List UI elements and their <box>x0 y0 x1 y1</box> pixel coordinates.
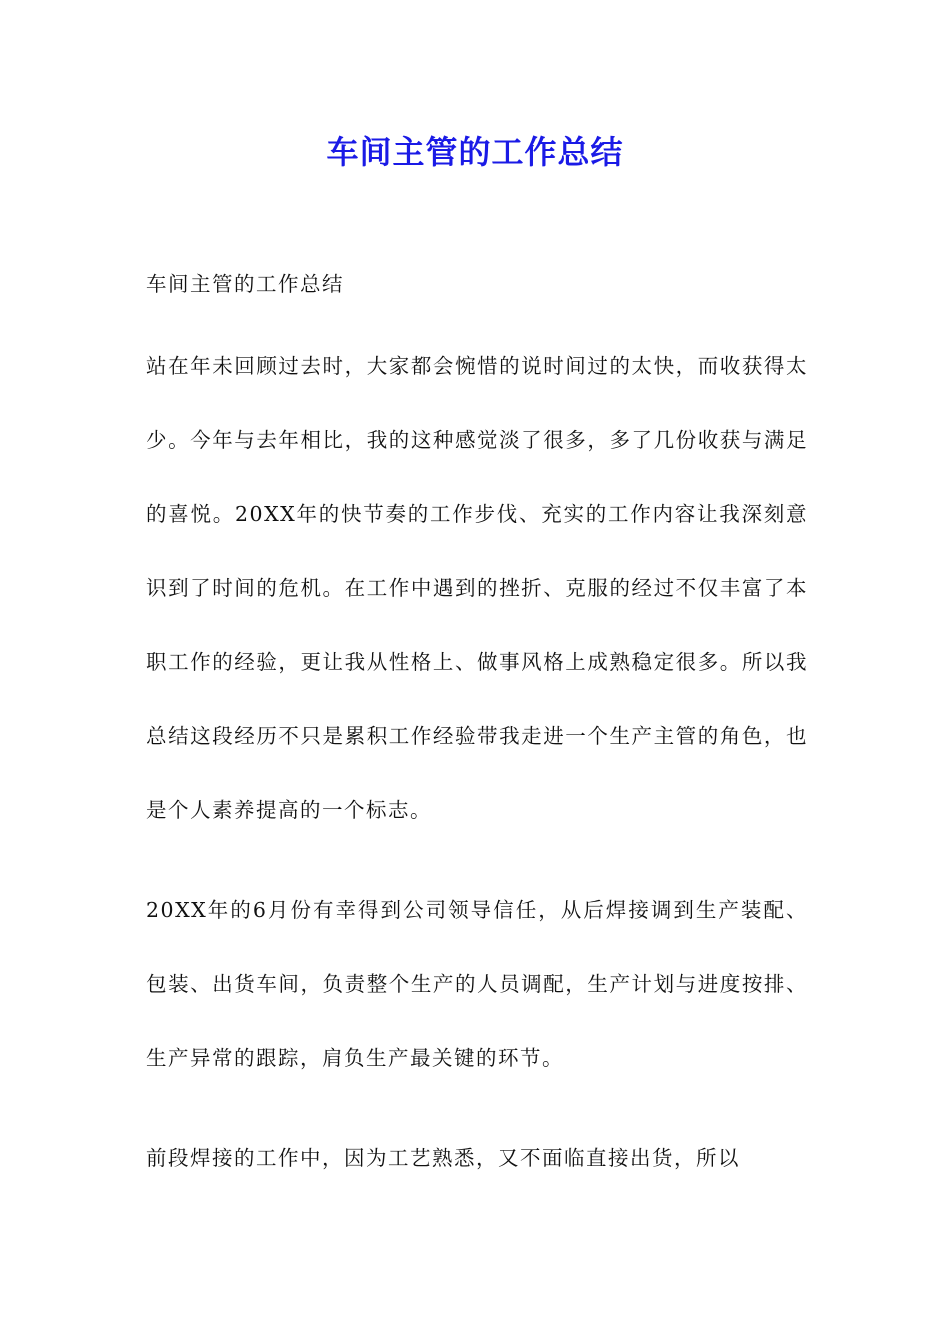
paragraph: 20XX年的6月份有幸得到公司领导信任，从后焊接调到生产装配、包装、出货车间，负责整个生产的人员调配，生产计划与进度按排、生产异常的跟踪，肩负生产最关键的环节。 <box>146 898 808 1070</box>
document-body <box>146 262 808 1221</box>
paragraph: 站在年未回顾过去时，大家都会惋惜的说时间过的太快，而收获得太少。今年与去年相比，我的这种感觉淡了很多，多了几份收获与满足的喜悦。20XX年的快节奏的工作步伐、充实的工作内容让我深刻意识到了时间的危机。在工作中遇到的挫折、克服的经过不仅丰富了本职工作的经验，更让我从性格上、做事风格上成熟稳定很多。所以我总结这段经历不只是累积工作经验带我走进一个生产主管的角色，也是个人素养提高的一个标志。 <box>146 354 808 822</box>
document-subtitle: 车间主管的工作总结 <box>146 272 344 296</box>
document-title: 车间主管的工作总结 <box>326 133 624 171</box>
paragraph: 前段焊接的工作中，因为工艺熟悉，又不面临直接出货，所以 <box>146 1146 740 1170</box>
